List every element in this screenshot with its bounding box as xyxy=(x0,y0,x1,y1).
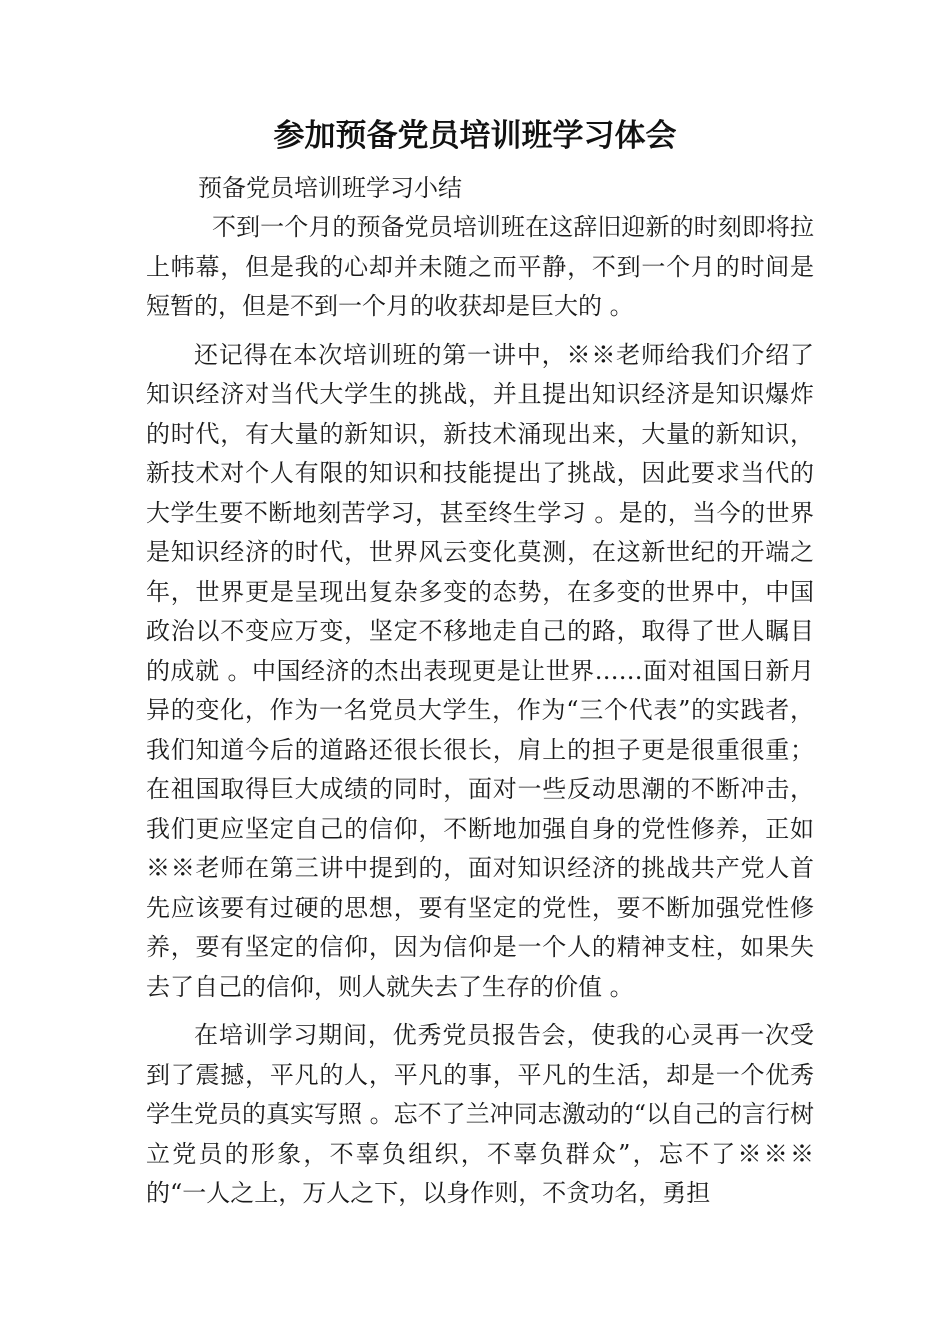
body-paragraph: 在培训学习期间，优秀党员报告会，使我的心灵再一次受到了震撼，平凡的人，平凡的事，平凡的生活，却是一个优秀学生党员的真实写照 。忘不了兰冲同志激动的“以自己的言行树立党员的形象，不辜负组织，不辜负群众”，忘不了※※※的“一人之上，万人之下，以身作则，不贪功名，勇担 xyxy=(146,1021,814,1207)
body-paragraph: 不到一个月的预备党员培训班在这辞旧迎新的时刻即将拉上帏幕，但是我的心却并未随之而平静，不到一个月的时间是短暂的，但是不到一个月的收获却是巨大的 。 xyxy=(146,213,814,320)
body-paragraph: 还记得在本次培训班的第一讲中，※※老师给我们介绍了知识经济对当代大学生的挑战，并且提出知识经济是知识爆炸的时代，有大量的新知识，新技术涌现出来，大量的新知识，新技术对个人有限的知识和技能提出了挑战，因此要求当代的大学生要不断地刻苦学习，甚至终生学习 。是的，当今的世界是知识经济的时代，世界风云变化莫测，在这新世纪的开端之年，世界更是呈现出复杂多变的态势，在多变的世界中，中国政治以不变应万变，坚定不移地走自己的路，取得了世人瞩目的成就 。中国经济的杰出表现更是让世界……面对祖国日新月异的变化，作为一名党员大学生，作为“三个代表”的实践者，我们知道今后的道路还很长很长，肩上的担子更是很重很重；在祖国取得巨大成绩的同时，面对一些反动思潮的不断冲击，我们更应坚定自己的信仰，不断地加强自身的党性修养，正如※※老师在第三讲中提到的，面对知识经济的挑战共产党人首先应该要有过硬的思想，要有坚定的党性，要不断加强党性修养，要有坚定的信仰，因为信仰是一个人的精神支柱，如果失去了自己的信仰，则人就失去了生存的价值 。 xyxy=(146,340,814,1001)
document-subtitle: 预备党员培训班学习小结 xyxy=(198,174,462,202)
document-title: 参加预备党员培训班学习体会 xyxy=(273,118,677,154)
document-body xyxy=(146,208,814,1223)
